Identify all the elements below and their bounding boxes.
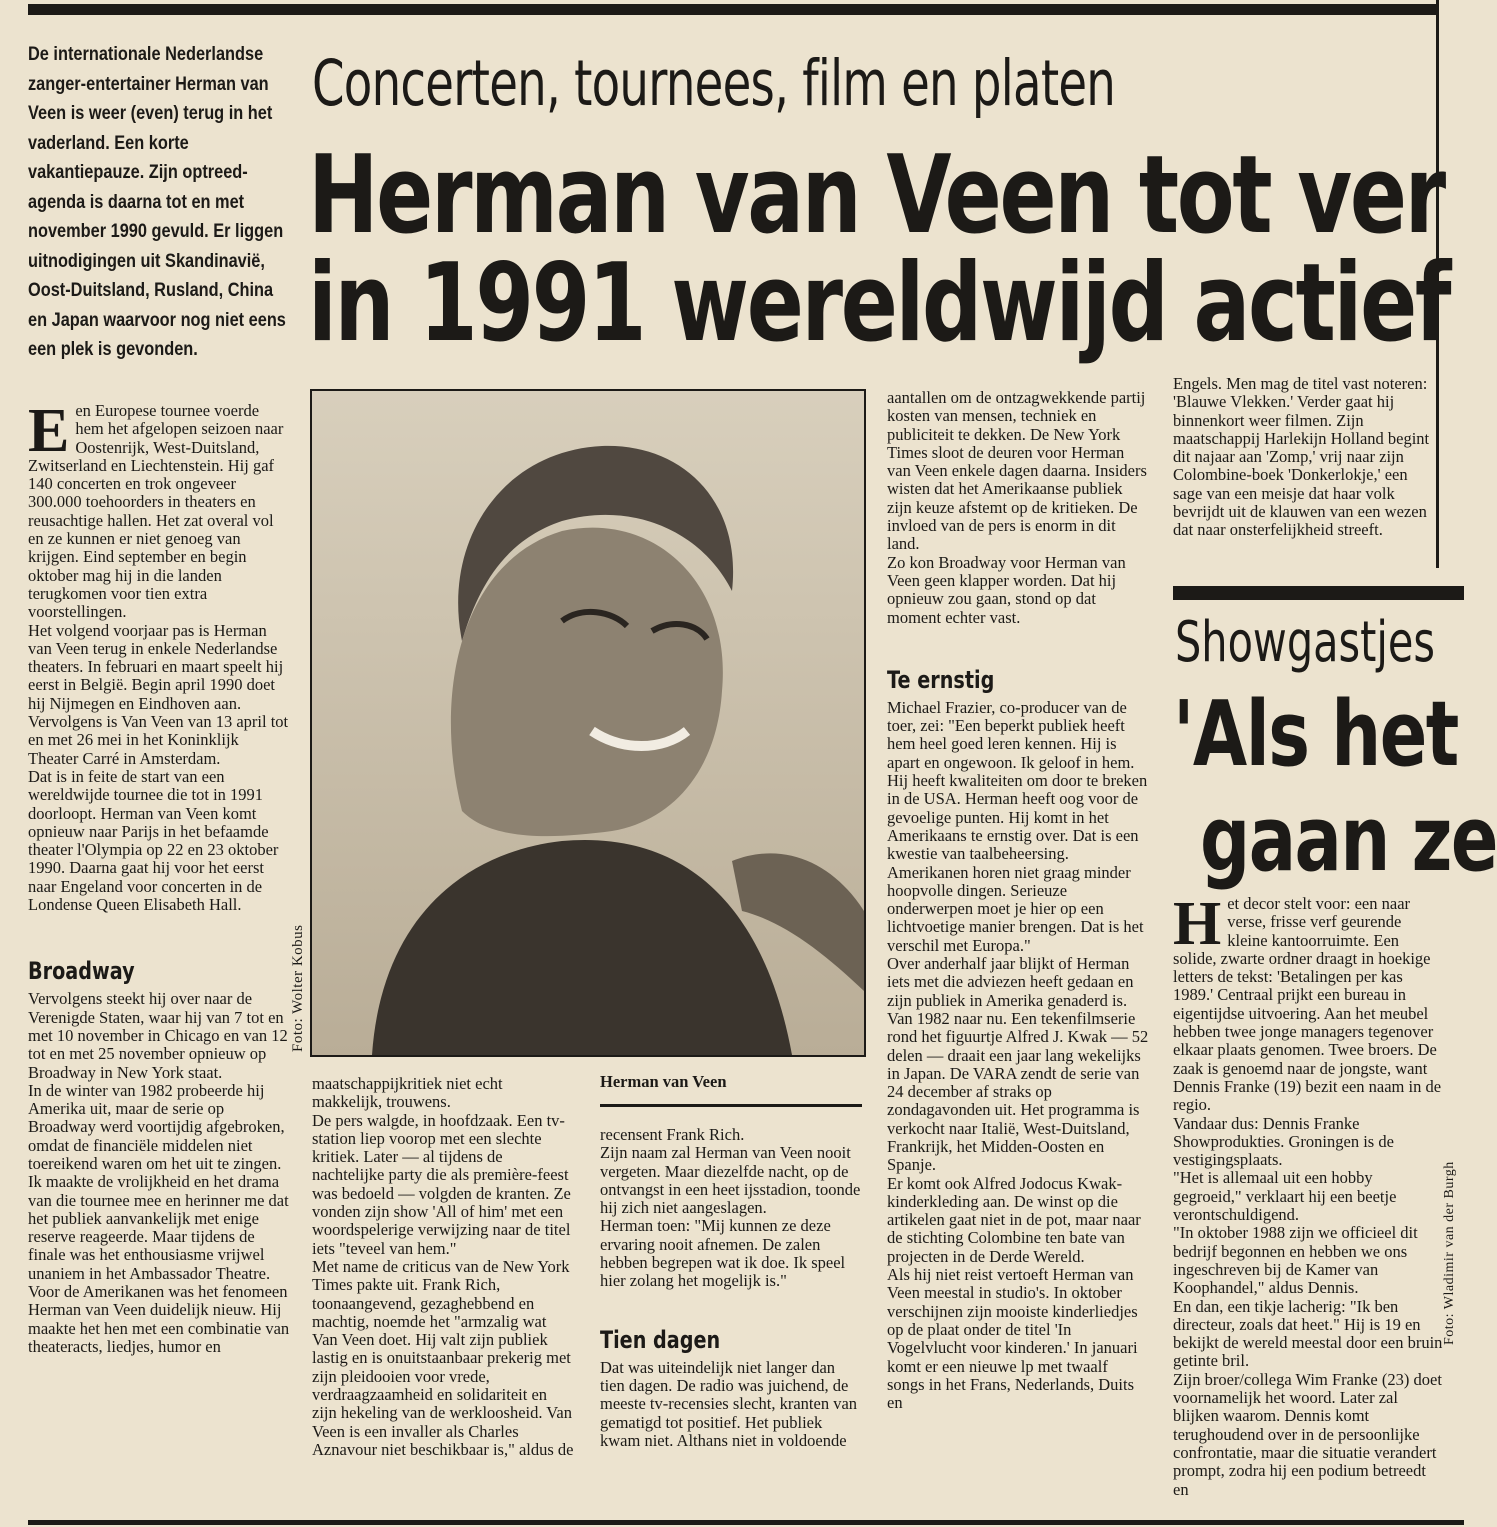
photo-credit: Foto: Wolter Kobus [290,924,306,1052]
top-rule [28,4,1438,15]
paragraph: "Het is allemaal uit een hobby gegroeid," verklaart hij een beetje verontschuldigend. [1173,1168,1397,1225]
intro-lead: De internationale Nederlandse zanger-entertainer Herman van Veen is weer (even) terug in het vaderland. Een korte vakantiepauze. Zijn optreed-agenda is daarna tot en met november 1990 gevuld. Er liggen uitnodigingen uit Skandinavië, Oost-Duitsland, Rusland, China en Japan waarvoor nog niet eens een plek is gevonden. [28,44,286,360]
paragraph: Engels. Men mag de titel vast noteren: 'Blauwe Vlekken.' Verder gaat hij binnenkort weer filmen. Zijn maatschappij Harlekijn Holland begint dit najaar aan 'Zomp,' vrij naar zijn Colombine-boek 'Donkerlokje,' een sage van een meisje dat haar volk bevrijdt uit de klauwen van een wezen dat naar onsterfelijkheid streeft. [1173,374,1430,540]
headline [308,133,1450,366]
headline-line-2: in 1991 wereldwijd actief [308,241,1450,366]
paragraph: Zijn broer/collega Wim Franke (23) doet voornamelijk het woord. Later zal blijken waarom. Dennis komt terughoudend over in de persoonlijke confrontatie, maar die situatie verandert prompt, zodra hij een podium betreedt en [1173,1369,1442,1499]
paragraph: Over anderhalf jaar blijkt of Herman iets met die adviezen heeft gedaan en zijn publiek in Amerika genaderd is. [887,954,1134,1010]
paragraph: "In oktober 1988 zijn we officieel dit bedrijf begonnen en hebben we ons ingeschreven bij de Kamer van Koophandel," aldus Dennis. [1173,1223,1418,1298]
paragraph: Het volgend voorjaar pas is Herman van Veen terug in enkele Nederlandse theaters. In februari en maart speelt hij eerst in België. Begin april 1990 doet hij Nijmegen en Eindhoven aan. Vervolgens is Van Veen van 13 april tot en met 26 mei in het Koninklijk Theater Carré in Amsterdam. [28,620,289,768]
paragraph: En dan, een tikje lacherig: "Ik ben directeur, zoals dat heet." Hij is 19 en bekijkt de wereld meestal door een bruin getinte bril. [1173,1296,1443,1371]
paragraph: In de winter van 1982 probeerde hij Amerika uit, maar de serie op Broadway werd voortijdig afgebroken, omdat de financiële middelen niet toereikend waren om het uit te zingen. [28,1080,285,1173]
subheading-te-ernstig: Te ernstig [887,665,995,694]
side-headline-line-1: 'Als het [1173,682,1458,787]
paragraph: Ik maakte de vrolijkheid en het drama van die tournee mee en herinner me dat het publiek aanvankelijk met enige reserve reageerde. Maar tijdens de finale was het enthousiasme vrijwel unaniem in het Ambassador Theatre. [28,1172,289,1283]
side-article-rule [1173,586,1464,600]
paragraph: Michael Frazier, co-producer van de toer, zei: "Een beperkt publiek heeft hem heel goed leren kennen. Hij is apart en ongewoon. Ik geloof in hem. Hij heeft kwaliteiten om door te breken in de USA. Herman heeft oog voor de gevoelige punten. Hij komt in het Amerikaans te ernstig over. Dat is een kwestie van taalbeheersing. Amerikanen horen niet graag minder hoopvolle dingen. Serieuze onderwerpen moet je hier op een lichtvoetige manier brengen. Dat is het verschil met Europa." [887,697,1148,955]
side-headline-line-2: gaan ze [1200,787,1497,892]
article-column-2 [312,1075,574,1459]
paragraph: Met name de criticus van de New York Times pakte uit. Frank Rich, toonaangevend, gezaghebbend en machtig, noemde het "armzalig wat Van Veen doet. Hij valt zijn publiek lastig en is onuitstaanbaar prekerig met zijn pleidooien voor vrede, verdraagzaamheid en solidariteit en zijn hekeling van de werkloosheid. Van Veen is een invaller als Charles Aznavour niet beschikbaar is," aldus de [312,1256,574,1459]
dropcap: E [28,397,70,465]
caption-rule [600,1104,862,1107]
photo-caption: Herman van Veen [600,1072,727,1091]
subheading-broadway: Broadway [28,957,135,986]
paragraph: recensent Frank Rich. [600,1125,745,1144]
paragraph: Herman toen: "Mij kunnen ze deze ervaring nooit afnemen. De zalen hebben begrepen wat ik doe. Ik speel hier zolang het mogelijk is." [600,1216,846,1291]
article-column-1 [28,397,290,1356]
bottom-rule [28,1520,1464,1525]
paragraph: Vandaar dus: Dennis Franke Showprodukties. Groningen is de vestigingsplaats. [1173,1113,1394,1170]
article-column-5 [1173,375,1433,540]
paragraph: Zijn naam zal Herman van Veen nooit vergeten. Maar diezelfde nacht, op de ontvangst in een heet ijsstadion, toonde hij zich niet aangeslagen. [600,1143,861,1218]
headline-line-1: Herman van Veen tot ver [308,133,1444,258]
paragraph: Dat was uiteindelijk niet langer dan tien dagen. De radio was juichend, de meeste tv-recensies slecht, kranten van gematigd tot positief. Het publiek kwam niet. Althans niet in voldoende [600,1357,858,1450]
paragraph: Als hij niet reist vertoeft Herman van Veen meestal in studio's. In oktober verschijnen zijn mooiste kinderliedjes op de plaat onder de titel 'In Vogelvlucht voor kinderen.' In januari komt er een nieuwe lp met twaalf songs in het Frans, Nederlands, Duits en [887,1265,1138,1413]
article-column-4 [887,389,1149,1412]
paragraph: Er komt ook Alfred Jodocus Kwak-kinderkleding aan. De winst op die artikelen gaat niet in de pot, maar naar de stichting Colombine ten bate van projecten in de Derde Wereld. [887,1173,1141,1266]
side-kicker: Showgastjes [1175,610,1435,675]
article-column-3 [600,1126,862,1450]
paragraph: Vervolgens steekt hij over naar de Verenigde Staten, waar hij van 7 tot en met 10 november in Chicago en van 12 tot en met 25 november opnieuw op Broadway in New York staat. [28,989,288,1082]
portrait-photo [310,389,866,1057]
paragraph: De pers walgde, in hoofdzaak. Een tv-station liep voorop met een slechte kritiek. Later — al tijdens de nachtelijke party die als première-feest was bedoeld — volgden de kranten. Ze vonden zijn show 'All of him' met een woordspelerige verwijzing naar de titel iets "teveel van hem." [312,1110,571,1258]
paragraph: Zo kon Broadway voor Herman van Veen geen klapper worden. Dat hij opnieuw zou gaan, stond op dat moment echter vast. [887,552,1126,627]
paragraph: Van 1982 naar nu. Een tekenfilmserie rond het figuurtje Alfred J. Kwak — 52 delen — draait een jaar lang wekelijks in Japan. De VARA zendt de serie van 24 december af straks op zondagavonden uit. Het programma is verkocht naar Italië, West-Duitsland, Frankrijk, het Midden-Oosten en Spanje. [887,1008,1149,1175]
paragraph: aantallen om de ontzagwekkende partij kosten van mensen, techniek en publiciteit te dekken. De New York Times sloot de deuren voor Herman van Veen enkele dagen daarna. Insiders wisten dat het Amerikaanse publiek zijn keuze afstemt op de kritieken. De invloed van de pers is enorm in dit land. [887,388,1147,554]
paragraph: Voor de Amerikanen was het fenomeen Herman van Veen duidelijk nieuw. Hij maakte het hen met een combinatie van theateracts, liedjes, humor en [28,1282,290,1356]
paragraph: Dat is in feite de start van een wereldwijde tournee die tot in 1991 doorloopt. Herman van Veen komt opnieuw naar Parijs in het befaamde theater l'Olympia op 22 en 23 oktober 1990. Daarna gaat hij voor het eerst naar Engeland voor concerten in de Londense Queen Elisabeth Hall. [28,766,279,915]
subheading-tien-dagen: Tien dagen [600,1325,721,1354]
dropcap: H [1173,890,1222,958]
kicker: Concerten, tournees, film en platen [312,47,1116,120]
paragraph: en Europese tournee voerde hem het afgelopen seizoen naar Oostenrijk, West-Duitsland, Zwitserland en Liechtenstein. Hij gaf 140 concerten en trok ongeveer 300.000 toehoorders in theaters en reusachtige hallen. Het zat overal vol en ze kunnen er niet genoeg van krijgen. Eind september en begin oktober mag hij in die landen terugkomen voor tien extra voorstellingen. [28,401,284,622]
paragraph: et decor stelt voor: een naar verse, frisse verf geurende kleine kantoorruimte. Een solide, zwarte ordner draagt in hoekige letters de tekst: 'Betalingen per kas 1989.' Centraal prijkt een bureau in eigentijdse uitvoering. Aan het meubel hebben twee jonge managers tegenover elkaar plaats genomen. Twee broers. De zaak is genoemd naar de jongste, want Dennis Franke (19) bezit een naam in de regio. [1173,894,1442,1115]
side-article-body [1173,890,1443,1499]
paragraph: maatschappijkritiek niet echt makkelijk, trouwens. [312,1074,503,1112]
side-photo-credit: Foto: Wladimir van der Burgh [1442,1161,1457,1345]
